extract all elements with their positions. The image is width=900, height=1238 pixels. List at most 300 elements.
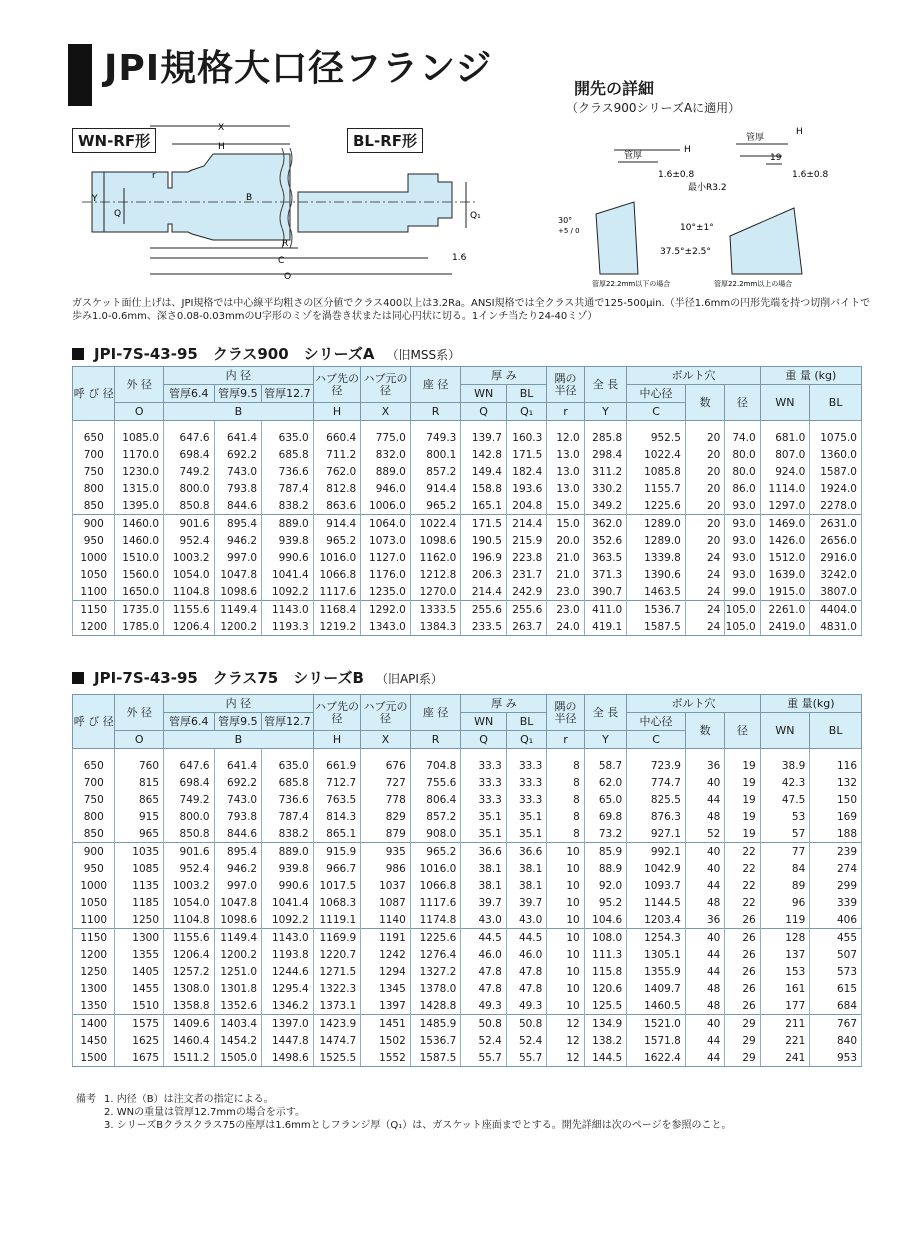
table-cell: 1050 [73, 894, 115, 911]
bl-rf-label: BL-RF形 [347, 128, 423, 153]
table-cell: 24 [685, 601, 724, 619]
table-cell: 1150 [73, 601, 115, 619]
table-cell: 1384.3 [410, 618, 461, 636]
table-cell: 1251.0 [214, 963, 262, 980]
table-cell: 10 [547, 929, 584, 947]
table-cell: 1498.6 [262, 1049, 314, 1067]
table-cell: 1358.8 [164, 997, 215, 1015]
table-cell: 778 [361, 791, 411, 808]
table-cell: 1301.8 [214, 980, 262, 997]
table-cell: 92.0 [584, 877, 626, 894]
table-cell: 65.0 [584, 791, 626, 808]
table-cell: 215.9 [506, 532, 546, 549]
table-cell: 241 [760, 1049, 810, 1067]
table-cell: 161 [760, 980, 810, 997]
table-cell: 44 [685, 1032, 724, 1049]
table-cell: 650 [73, 757, 115, 774]
table-cell: 108.0 [584, 929, 626, 947]
table-cell: 8 [547, 825, 584, 843]
table-cell: 120.6 [584, 980, 626, 997]
sym-q1: Q₁ [506, 403, 546, 421]
col-pcd: 中心径 [627, 385, 686, 403]
table-cell: 88.9 [584, 860, 626, 877]
table-cell: 339 [810, 894, 862, 911]
table-cell: 1169.9 [313, 929, 361, 947]
bevel-angle-30-tol: +5 / 0 [558, 227, 580, 235]
sym-rs: r [547, 403, 584, 421]
table-cell: 1403.4 [214, 1015, 262, 1033]
table-row [73, 446, 862, 463]
table-cell: 850.8 [164, 497, 215, 515]
table-cell: 946.2 [214, 532, 262, 549]
col-corner: 隅の 半径 [547, 695, 584, 731]
table-cell: 641.4 [214, 429, 262, 446]
table-cell: 48 [685, 997, 724, 1015]
table-cell: 1485.9 [410, 1015, 461, 1033]
spacer-cell [461, 749, 507, 758]
table-cell: 857.2 [410, 463, 461, 480]
table-cell: 171.5 [506, 446, 546, 463]
table-cell: 900 [73, 515, 115, 533]
table-cell: 33.3 [461, 774, 507, 791]
table-cell: 2631.0 [810, 515, 862, 533]
table-cell: 1144.5 [627, 894, 686, 911]
table-cell: 812.8 [313, 480, 361, 497]
table-cell: 20 [685, 497, 724, 515]
table-cell: 8 [547, 791, 584, 808]
table-cell: 40 [685, 843, 724, 861]
wn-rf-label: WN-RF形 [72, 128, 156, 153]
table-cell: 946.0 [361, 480, 411, 497]
table-cell: 223.8 [506, 549, 546, 566]
table-cell: 850 [73, 497, 115, 515]
table-cell: 1092.2 [262, 911, 314, 929]
spacer-cell [313, 421, 361, 430]
spacer-cell [214, 749, 262, 758]
table-cell: 39.7 [461, 894, 507, 911]
table-cell: 77 [760, 843, 810, 861]
sym-o: O [115, 731, 164, 749]
table-cell: 901.6 [164, 515, 215, 533]
series-b-header [73, 695, 862, 749]
bevel-title: 開先の詳細 [574, 79, 655, 98]
table-cell: 1200 [73, 618, 115, 636]
table-cell: 1587.5 [410, 1049, 461, 1067]
table-cell: 704.8 [410, 757, 461, 774]
table-cell: 806.4 [410, 791, 461, 808]
table-cell: 330.2 [584, 480, 626, 497]
table-cell: 1127.0 [361, 549, 411, 566]
spacer-cell [410, 421, 461, 430]
table-cell: 965.2 [410, 497, 461, 515]
col-t64: 管厚6.4 [164, 385, 215, 403]
table-cell: 1270.0 [410, 583, 461, 601]
table-cell: 1397 [361, 997, 411, 1015]
table-cell: 832.0 [361, 446, 411, 463]
table-row [73, 583, 862, 601]
table-cell: 19 [725, 791, 760, 808]
table-cell: 838.2 [262, 825, 314, 843]
table-cell: 1352.6 [214, 997, 262, 1015]
spacer-cell [506, 749, 546, 758]
bevel-angle-10: 10°±1° [680, 223, 714, 233]
table-cell: 775.0 [361, 429, 411, 446]
table-cell: 743.0 [214, 463, 262, 480]
table-cell: 997.0 [214, 549, 262, 566]
bevel-h-right: H [796, 127, 803, 137]
table-cell: 24 [685, 618, 724, 636]
table-cell: 190.5 [461, 532, 507, 549]
table-cell: 188 [810, 825, 862, 843]
table-cell: 1193.3 [262, 618, 314, 636]
series-b-bullet [72, 672, 84, 684]
table-cell: 86.0 [725, 480, 760, 497]
table-cell: 1085.8 [627, 463, 686, 480]
table-cell: 33.3 [506, 774, 546, 791]
bevel-tol-right: 1.6±0.8 [792, 170, 829, 180]
col-t95: 管厚9.5 [214, 385, 262, 403]
sym-q: Q [461, 731, 507, 749]
table-cell: 507 [810, 946, 862, 963]
table-cell: 38.1 [506, 877, 546, 894]
table-cell: 1521.0 [627, 1015, 686, 1033]
col-weight-bl: BL [810, 385, 862, 421]
table-cell: 62.0 [584, 774, 626, 791]
table-cell: 47.5 [760, 791, 810, 808]
table-cell: 40 [685, 1015, 724, 1033]
table-cell: 952.4 [164, 532, 215, 549]
dim-b: B [246, 193, 253, 203]
table-cell: 1143.0 [262, 929, 314, 947]
dim-r-small: r [152, 171, 156, 181]
spacer-cell [506, 421, 546, 430]
table-cell: 1474.7 [313, 1032, 361, 1049]
table-cell: 419.1 [584, 618, 626, 636]
sym-r: R [410, 731, 461, 749]
col-hub-base: ハブ元の 径 [361, 695, 411, 731]
title-bar [68, 44, 92, 106]
table-cell: 1254.3 [627, 929, 686, 947]
table-cell: 1104.8 [164, 583, 215, 601]
table-cell: 242.9 [506, 583, 546, 601]
table-cell: 879 [361, 825, 411, 843]
col-thick: 厚 み [461, 695, 547, 713]
table-cell: 214.4 [506, 515, 546, 533]
table-row [73, 618, 862, 636]
table-cell: 727 [361, 774, 411, 791]
table-cell: 349.2 [584, 497, 626, 515]
table-cell: 1378.0 [410, 980, 461, 997]
table-cell: 26 [725, 929, 760, 947]
table-cell: 390.7 [584, 583, 626, 601]
table-row [73, 463, 862, 480]
table-cell: 635.0 [262, 429, 314, 446]
table-cell: 44.5 [506, 929, 546, 947]
table-cell: 19 [725, 774, 760, 791]
dim-x: X [218, 123, 225, 133]
table-cell: 1460.0 [115, 515, 164, 533]
surface-note: ガスケット面仕上げは、JPI規格では中心線平均粗さの区分値でクラス400以上は3.2Ra。ANSI規格では全クラス共通で125-500μin.（半径1.6mmの円形先端を持つ切削バイトで歩み1.0-0.6mm、深さ0.08-0.03mmのU字形のミゾを渦巻き状または同心円状に切る。1インチ当たり24-40ミゾ） [72, 298, 871, 322]
table-cell: 850 [73, 825, 115, 843]
table-cell: 1066.8 [410, 877, 461, 894]
table-cell: 966.7 [313, 860, 361, 877]
table-cell: 139.7 [461, 429, 507, 446]
bevel-19: 19 [770, 153, 782, 163]
table-cell: 24.0 [547, 618, 584, 636]
table-cell: 1104.8 [164, 911, 215, 929]
table-cell: 149.4 [461, 463, 507, 480]
table-cell: 749.2 [164, 463, 215, 480]
table-cell: 1536.7 [410, 1032, 461, 1049]
table-row [73, 894, 862, 911]
table-cell: 946.2 [214, 860, 262, 877]
table-cell: 12 [547, 1049, 584, 1067]
table-cell: 865.1 [313, 825, 361, 843]
table-cell: 895.4 [214, 843, 262, 861]
table-cell: 115.8 [584, 963, 626, 980]
table-cell: 74.0 [725, 429, 760, 446]
table-cell: 10 [547, 843, 584, 861]
spacer-cell [410, 749, 461, 758]
table-cell: 137 [760, 946, 810, 963]
table-cell: 93.0 [725, 532, 760, 549]
remarks [76, 1093, 732, 1132]
table-cell: 4831.0 [810, 618, 862, 636]
table-cell: 48 [685, 808, 724, 825]
table-cell: 1350 [73, 997, 115, 1015]
col-nominal: 呼 び 径 [73, 695, 115, 749]
table-cell: 650 [73, 429, 115, 446]
table-cell: 233.5 [461, 618, 507, 636]
table-cell: 35.1 [506, 825, 546, 843]
sym-q1: Q₁ [506, 731, 546, 749]
dim-q1: Q₁ [470, 211, 481, 221]
table-cell: 1093.7 [627, 877, 686, 894]
table-cell: 914.4 [410, 480, 461, 497]
bevel-thick-right: 管厚 [746, 133, 765, 143]
table-cell: 125.5 [584, 997, 626, 1015]
table-cell: 1510 [115, 997, 164, 1015]
table-cell: 1042.9 [627, 860, 686, 877]
table-cell: 255.6 [461, 601, 507, 619]
spacer-cell [760, 749, 810, 758]
table-cell: 36.6 [461, 843, 507, 861]
table-cell: 49.3 [461, 997, 507, 1015]
table-cell: 793.8 [214, 480, 262, 497]
table-cell: 53 [760, 808, 810, 825]
table-cell: 1006.0 [361, 497, 411, 515]
table-row [73, 566, 862, 583]
table-cell: 12 [547, 1015, 584, 1033]
table-cell: 1155.6 [164, 601, 215, 619]
dim-q: Q [114, 209, 122, 219]
table-cell: 1360.0 [810, 446, 862, 463]
col-thick-bl: BL [506, 713, 546, 731]
table-row [73, 860, 862, 877]
table-cell: 1525.5 [313, 1049, 361, 1067]
bevel-thick-left: 管厚 [624, 151, 643, 161]
table-cell: 1333.5 [410, 601, 461, 619]
table-cell: 635.0 [262, 757, 314, 774]
table-cell: 1400 [73, 1015, 115, 1033]
table-cell: 1191 [361, 929, 411, 947]
table-cell: 950 [73, 532, 115, 549]
table-cell: 1250 [115, 911, 164, 929]
table-cell: 311.2 [584, 463, 626, 480]
table-cell: 35.1 [461, 825, 507, 843]
table-cell: 3242.0 [810, 566, 862, 583]
table-cell: 1345 [361, 980, 411, 997]
table-cell: 55.7 [461, 1049, 507, 1067]
sym-b: B [164, 731, 314, 749]
table-cell: 1162.0 [410, 549, 461, 566]
table-cell: 1066.8 [313, 566, 361, 583]
table-row [73, 911, 862, 929]
table-cell: 196.9 [461, 549, 507, 566]
table-cell: 36 [685, 911, 724, 929]
table-cell: 20 [685, 463, 724, 480]
table-cell: 1119.1 [313, 911, 361, 929]
table-cell: 1000 [73, 549, 115, 566]
table-cell: 927.1 [627, 825, 686, 843]
col-seat: 座 径 [410, 367, 461, 403]
spacer-cell [627, 749, 686, 758]
table-cell: 128 [760, 929, 810, 947]
table-cell: 1225.6 [627, 497, 686, 515]
bevel-h-left: H [684, 145, 691, 155]
table-cell: 1650.0 [115, 583, 164, 601]
spacer-cell [810, 421, 862, 430]
dim-o: O [284, 272, 292, 282]
table-cell: 615 [810, 980, 862, 997]
table-row [73, 791, 862, 808]
col-seat: 座 径 [410, 695, 461, 731]
table-cell: 1100 [73, 583, 115, 601]
spacer-cell [685, 421, 724, 430]
table-cell: 692.2 [214, 446, 262, 463]
table-cell: 298.4 [584, 446, 626, 463]
spacer-cell [214, 421, 262, 430]
table-cell: 1200 [73, 946, 115, 963]
table-cell: 10 [547, 911, 584, 929]
table-cell: 35.1 [461, 808, 507, 825]
table-cell: 712.7 [313, 774, 361, 791]
series-b-old: （旧API系） [375, 672, 443, 686]
table-cell: 158.8 [461, 480, 507, 497]
table-cell: 411.0 [584, 601, 626, 619]
table-cell: 1560.0 [115, 566, 164, 583]
table-cell: 1297.0 [760, 497, 810, 515]
remark-line: 3. シリーズBクラスクラス75の座厚は1.6mmとしフランジ厚（Q₁）は、ガスケット座面までとする。開先詳細は次のページを参照のこと。 [104, 1120, 732, 1131]
spacer-cell [262, 749, 314, 758]
table-cell: 952.4 [164, 860, 215, 877]
table-cell: 455 [810, 929, 862, 947]
table-cell: 1395.0 [115, 497, 164, 515]
table-cell: 1054.0 [164, 566, 215, 583]
table-cell: 1639.0 [760, 566, 810, 583]
table-row [73, 1049, 862, 1067]
table-cell: 1092.2 [262, 583, 314, 601]
table-cell: 1117.6 [410, 894, 461, 911]
table-cell: 406 [810, 911, 862, 929]
table-cell: 1447.8 [262, 1032, 314, 1049]
table-cell: 153 [760, 963, 810, 980]
table-cell: 908.0 [410, 825, 461, 843]
table-cell: 1511.2 [164, 1049, 215, 1067]
table-cell: 42.3 [760, 774, 810, 791]
table-cell: 1397.0 [262, 1015, 314, 1033]
table-cell: 1230.0 [115, 463, 164, 480]
table-row [73, 980, 862, 997]
table-cell: 263.7 [506, 618, 546, 636]
table-cell: 80.0 [725, 463, 760, 480]
table-cell: 986 [361, 860, 411, 877]
table-cell: 1675 [115, 1049, 164, 1067]
spacer-cell [810, 749, 862, 758]
table-cell: 1510.0 [115, 549, 164, 566]
table-cell: 15.0 [547, 497, 584, 515]
table-cell: 93.0 [725, 549, 760, 566]
table-cell: 1276.4 [410, 946, 461, 963]
table-cell: 21.0 [547, 549, 584, 566]
table-cell: 647.6 [164, 429, 215, 446]
table-cell: 104.6 [584, 911, 626, 929]
table-cell: 44 [685, 963, 724, 980]
table-cell: 676 [361, 757, 411, 774]
table-cell: 1355 [115, 946, 164, 963]
table-cell: 1212.8 [410, 566, 461, 583]
table-cell: 44 [685, 946, 724, 963]
table-cell: 29 [725, 1015, 760, 1033]
table-cell: 1220.7 [313, 946, 361, 963]
col-dia: 径 [725, 713, 760, 749]
table-row [73, 429, 862, 446]
dim-16: 1.6 [452, 253, 467, 263]
spacer-cell [73, 421, 115, 430]
table-cell: 1622.4 [627, 1049, 686, 1067]
bevel-angle-375: 37.5°±2.5° [660, 247, 711, 257]
table-cell: 182.4 [506, 463, 546, 480]
bevel-r32: 最小R3.2 [688, 183, 727, 193]
table-cell: 1016.0 [313, 549, 361, 566]
table-cell: 1000 [73, 877, 115, 894]
table-cell: 850.8 [164, 825, 215, 843]
col-od: 外 径 [115, 367, 164, 403]
col-t95: 管厚9.5 [214, 713, 262, 731]
col-bolt: ボルト穴 [627, 367, 760, 385]
table-cell: 1114.0 [760, 480, 810, 497]
series-a-title [72, 343, 460, 364]
table-cell: 26 [725, 980, 760, 997]
spacer-cell [725, 749, 760, 758]
table-cell: 1536.7 [627, 601, 686, 619]
table-cell: 1047.8 [214, 566, 262, 583]
table-row [73, 532, 862, 549]
page-title: JPI規格大口径フランジ [104, 48, 493, 89]
table-cell: 1454.2 [214, 1032, 262, 1049]
table-cell: 1735.0 [115, 601, 164, 619]
table-cell: 39.7 [506, 894, 546, 911]
table-cell: 876.3 [627, 808, 686, 825]
spacer-cell [164, 749, 215, 758]
table-cell: 169 [810, 808, 862, 825]
spacer-cell [547, 421, 584, 430]
table-cell: 750 [73, 463, 115, 480]
table-cell: 743.0 [214, 791, 262, 808]
table-cell: 1140 [361, 911, 411, 929]
table-cell: 2278.0 [810, 497, 862, 515]
table-cell: 20 [685, 480, 724, 497]
